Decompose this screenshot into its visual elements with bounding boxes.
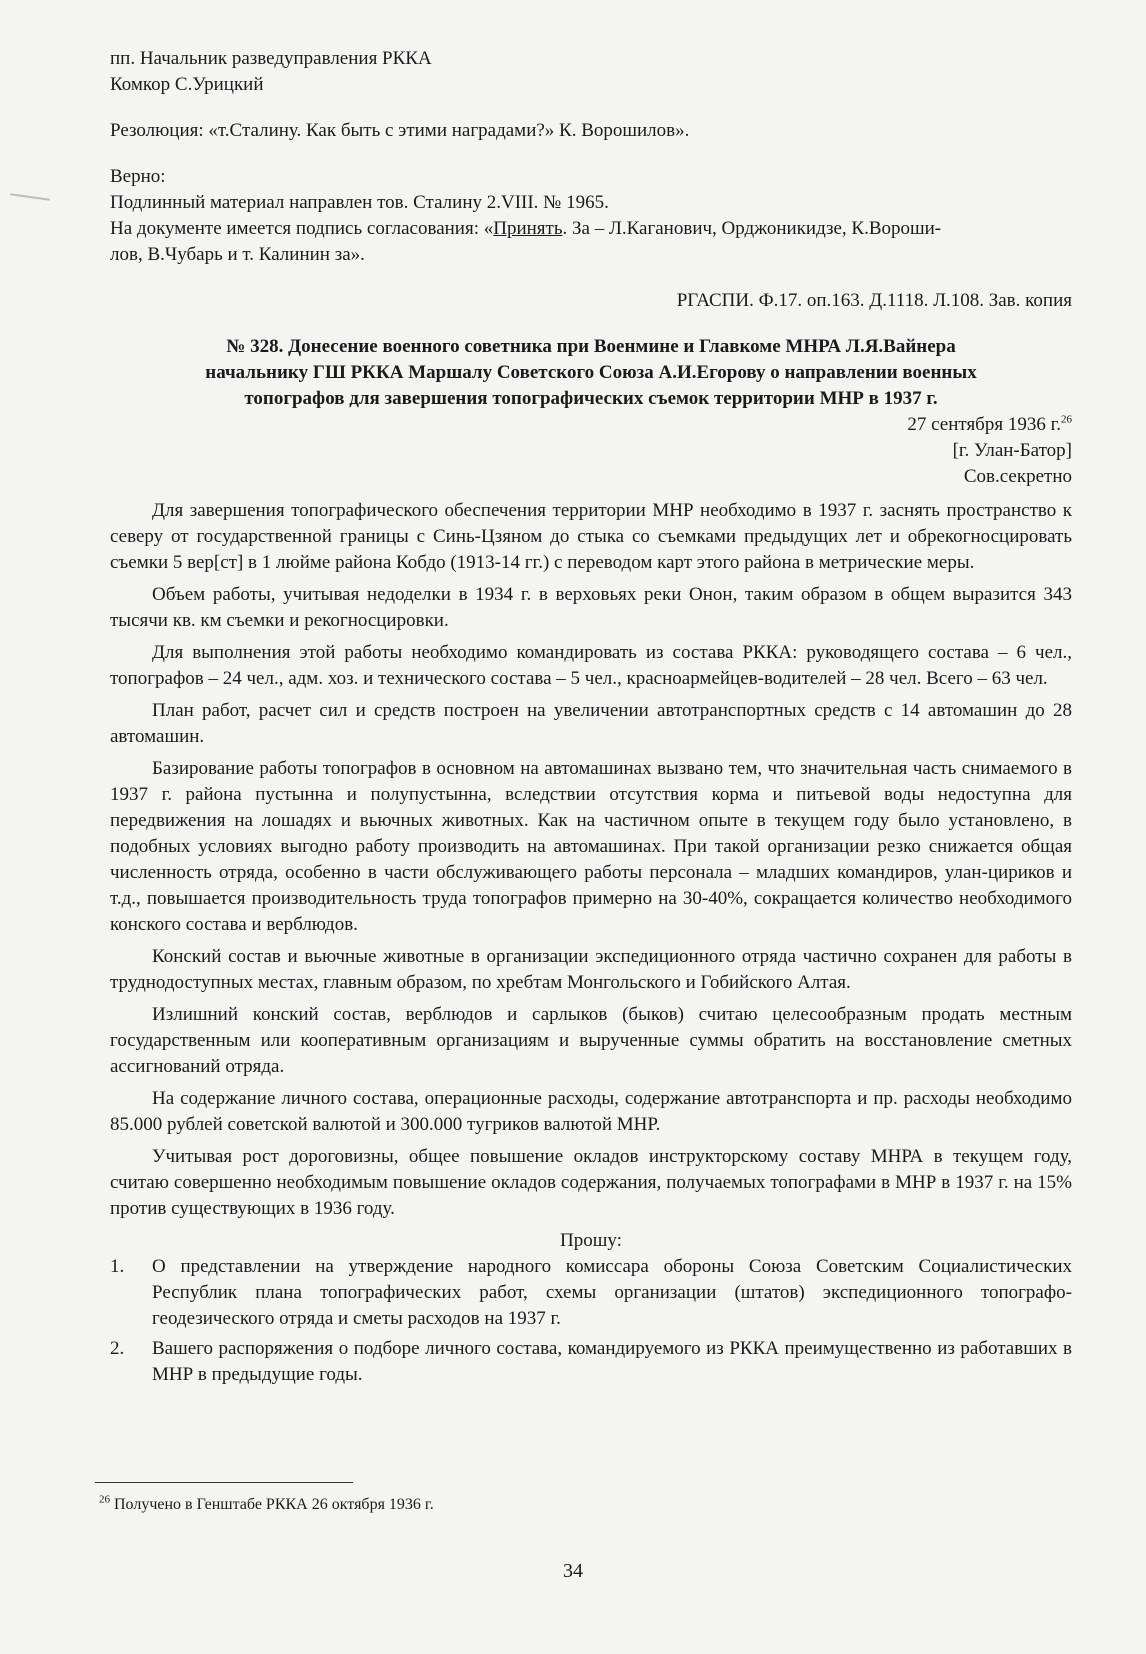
list-item xyxy=(110,1336,1072,1388)
paragraph: Учитывая рост дороговизны, общее повышение окладов инструкторскому составу МНРА в текущем году, считаю совершенно необходимым повышение окладов содержания, получаемых топографами в МНР в 1937 г. на 15% против существующих в 1936 году. xyxy=(110,1146,1072,1219)
paragraph: На содержание личного состава, операционные расходы, содержание автотранспорта и пр. расходы необходимо 85.000 рублей советской валютой и 300.000 тугриков валютой МНР. xyxy=(110,1088,1072,1135)
signer-name: Комкор С.Урицкий xyxy=(110,74,264,95)
scan-artifact xyxy=(10,193,50,201)
paragraph: Объем работы, учитывая недоделки в 1934 г. в верховьях реки Онон, таким образом в общем выразится 343 тысячи кв. км съемки и рекогносцировки. xyxy=(110,584,1072,631)
body-paragraphs xyxy=(110,498,1072,1222)
document-place: [г. Улан-Батор] xyxy=(952,440,1072,461)
document-title xyxy=(110,334,1072,412)
paragraph: План работ, расчет сил и средств построен на увеличении автотранспортных средств с 14 автомашин до 28 автомашин. xyxy=(110,700,1072,747)
page-body xyxy=(110,46,1072,1392)
title-line-2: начальнику ГШ РККА Маршалу Советского Союза А.И.Егорову о направлении военных xyxy=(205,362,977,383)
approval-prefix: На документе имеется подпись согласования: « xyxy=(110,218,494,239)
approval-rest: . За – Л.Каганович, Орджоникидзе, К.Вороши- xyxy=(562,218,942,239)
approval-note-line2: лов, В.Чубарь и т. Калинин за». xyxy=(110,244,365,265)
footnote-mark: 26 xyxy=(99,1493,110,1506)
list-item-number: 1. xyxy=(110,1256,125,1277)
archive-reference: РГАСПИ. Ф.17. оп.163. Д.1118. Л.108. Зав. копия xyxy=(676,290,1072,311)
original-sent-note: Подлинный материал направлен тов. Сталину 2.VIII. № 1965. xyxy=(110,192,609,213)
paragraph: Для выполнения этой работы необходимо командировать из состава РККА: руководящего состава – 6 чел., топографов – 24 чел., адм. хоз. и технического состава – 5 чел., красноармейцев-водителей – 28 чел. Всего – 63 чел. xyxy=(110,642,1072,689)
paragraph: Базирование работы топографов в основном на автомашинах вызвано тем, что значительная часть снимаемого в 1937 г. района пустынна и полупустынна, вследствии отсутствия корма и питьевой воды недоступна для передвижения на лошадях и вьючных животных. Как на частичном опыте в текущем году было установлено, в подобных условиях выгодно работу производить на автомашинах. При такой организации резко снижается общая численность отряда, особенно в части обслуживающего работы персонала – младших командиров, улан-цириков и т.д., повышается производительность труда топографов примерно на 30-40%, сокращается количество необходимого конского состава и верблюдов. xyxy=(110,758,1072,935)
page-number: 34 xyxy=(563,1560,583,1582)
approval-note xyxy=(110,216,1072,242)
list-item-number: 2. xyxy=(110,1338,125,1359)
paragraph: Конский состав и вьючные животные в организации экспедиционного отряда частично сохранен для работы в труднодоступных местах, главным образом, по хребтам Монгольского и Гобийского Алтая. xyxy=(110,946,1072,993)
list-item xyxy=(110,1254,1072,1332)
request-list xyxy=(110,1254,1072,1388)
footnote xyxy=(99,1495,434,1515)
approval-underlined: Принять xyxy=(493,218,563,239)
verno-label: Верно: xyxy=(110,166,166,187)
paragraph: Для завершения топографического обеспечения территории МНР необходимо в 1937 г. заснять пространство к северу от государственной границы с Синь-Цзяном до стыка со съемками предыдущих лет и обрекогносцировать съемки 5 вер[ст] в 1 люйме района Кобдо (1913-14 гг.) с переводом карт этого района в метрические меры. xyxy=(110,500,1072,573)
document-date xyxy=(110,412,1072,438)
list-item-text: Вашего распоряжения о подборе личного состава, командируемого из РККА преимущественно из работавших в МНР в предыдущие годы. xyxy=(152,1338,1072,1385)
classification-stamp: Сов.секретно xyxy=(963,466,1072,487)
title-line-1: № 328. Донесение военного советника при Военмине и Главкоме МНРА Л.Я.Вайнера xyxy=(226,336,956,357)
date-footnote-mark: 26 xyxy=(1061,413,1072,426)
request-heading: Прошу: xyxy=(560,1230,622,1251)
resolution: Резолюция: «т.Сталину. Как быть с этими наградами?» К. Ворошилов». xyxy=(110,120,690,141)
footnote-divider xyxy=(95,1482,353,1483)
date-text: 27 сентября 1936 г. xyxy=(907,414,1061,435)
signer-title: пп. Начальник разведуправления РККА xyxy=(110,48,432,69)
list-item-text: О представлении на утверждение народного комиссара обороны Союза Советским Социалистических Республик плана топографических работ, схемы организации (штатов) экспедиционного топографо-геодезического отряда и сметы расходов на 1937 г. xyxy=(152,1256,1072,1329)
paragraph: Излишний конский состав, верблюдов и сарлыков (быков) считаю целесообразным продать местным государственным или кооперативным организациям и вырученные суммы обратить на восстановление сметных ассигнований отряда. xyxy=(110,1004,1072,1077)
title-line-3: топографов для завершения топографических съемок территории МНР в 1937 г. xyxy=(244,388,938,409)
footnote-text: Получено в Генштабе РККА 26 октября 1936 г. xyxy=(114,1496,434,1513)
